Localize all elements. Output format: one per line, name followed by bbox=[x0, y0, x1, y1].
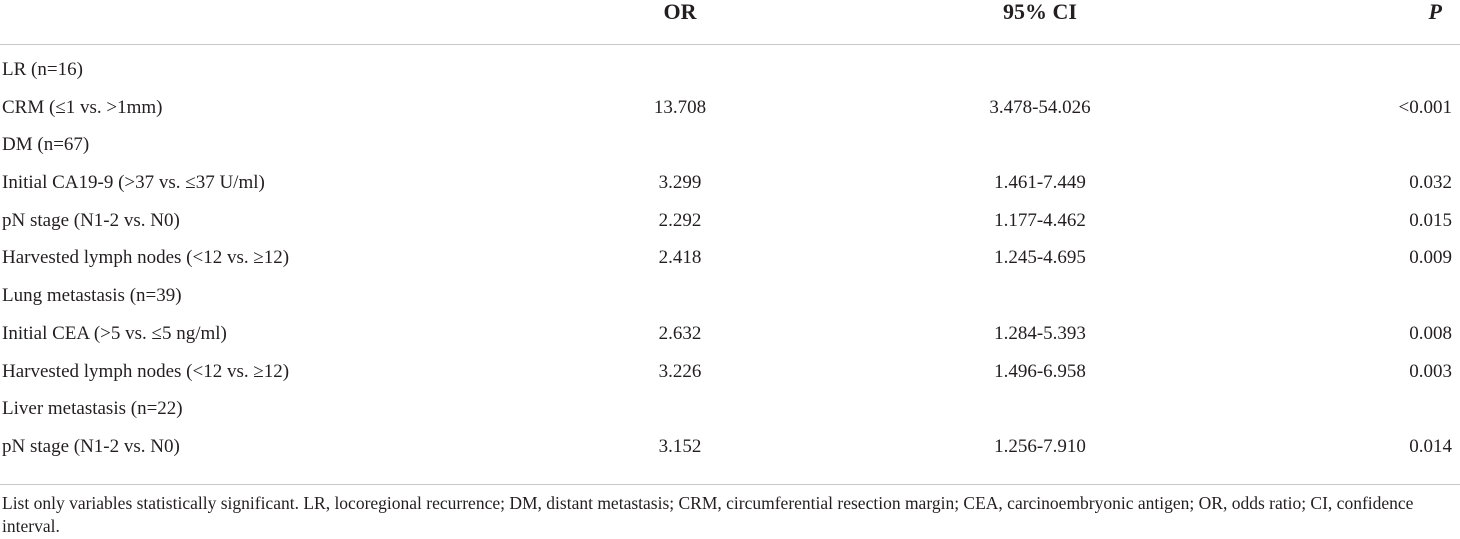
row-ci: 1.245-4.695 bbox=[994, 247, 1086, 269]
row-label: pN stage (N1-2 vs. N0) bbox=[2, 209, 180, 231]
table-row bbox=[0, 95, 1460, 133]
row-ci: 3.478-54.026 bbox=[989, 96, 1091, 118]
row-or: 13.708 bbox=[653, 96, 707, 118]
row-ci: 1.496-6.958 bbox=[994, 360, 1086, 382]
table-bottom-divider bbox=[0, 484, 1460, 485]
row-or: 3.299 bbox=[658, 172, 702, 194]
row-or: 3.226 bbox=[658, 360, 702, 382]
header-p: P bbox=[1428, 0, 1442, 24]
row-p: <0.001 bbox=[1398, 96, 1452, 118]
row-ci: 1.284-5.393 bbox=[994, 322, 1086, 344]
header-or: OR bbox=[663, 0, 697, 24]
row-ci: 1.256-7.910 bbox=[994, 435, 1086, 457]
row-or: 3.152 bbox=[658, 435, 702, 457]
row-label: CRM (≤1 vs. >1mm) bbox=[2, 96, 163, 118]
table-row bbox=[0, 434, 1460, 472]
table-row bbox=[0, 245, 1460, 283]
row-label: LR (n=16) bbox=[2, 59, 83, 80]
row-ci: 1.177-4.462 bbox=[994, 209, 1086, 231]
row-p: 0.008 bbox=[1409, 322, 1452, 344]
row-label: Harvested lymph nodes (<12 vs. ≥12) bbox=[2, 247, 290, 269]
row-or: 2.292 bbox=[658, 209, 702, 231]
row-label: Lung metastasis (n=39) bbox=[2, 285, 182, 307]
row-p: 0.014 bbox=[1409, 435, 1452, 457]
row-label: Initial CEA (>5 vs. ≤5 ng/ml) bbox=[2, 322, 227, 344]
table-row bbox=[0, 359, 1460, 397]
row-ci: 1.461-7.449 bbox=[994, 172, 1086, 194]
row-label: DM (n=67) bbox=[2, 134, 90, 156]
row-label: Initial CA19-9 (>37 vs. ≤37 U/ml) bbox=[2, 172, 265, 194]
row-p: 0.032 bbox=[1409, 172, 1452, 194]
table-body bbox=[0, 57, 1460, 472]
row-label: Liver metastasis (n=22) bbox=[2, 398, 183, 420]
header-ci: 95% CI bbox=[1003, 0, 1077, 24]
row-p: 0.003 bbox=[1409, 360, 1452, 382]
row-label: Harvested lymph nodes (<12 vs. ≥12) bbox=[2, 360, 290, 382]
table-footnote: List only variables statistically significant. LR, locoregional recurrence; DM, distant metastasis; CRM, circumferential resection margin; CEA, carcinoembryonic antigen; OR, odds ratio; CI, confidence interval. bbox=[2, 493, 1414, 536]
row-p: 0.009 bbox=[1409, 247, 1452, 269]
table-header-row bbox=[0, 0, 1460, 45]
row-p: 0.015 bbox=[1409, 209, 1452, 231]
row-label: pN stage (N1-2 vs. N0) bbox=[2, 435, 180, 457]
row-or: 2.632 bbox=[658, 322, 702, 344]
row-or: 2.418 bbox=[658, 247, 702, 269]
